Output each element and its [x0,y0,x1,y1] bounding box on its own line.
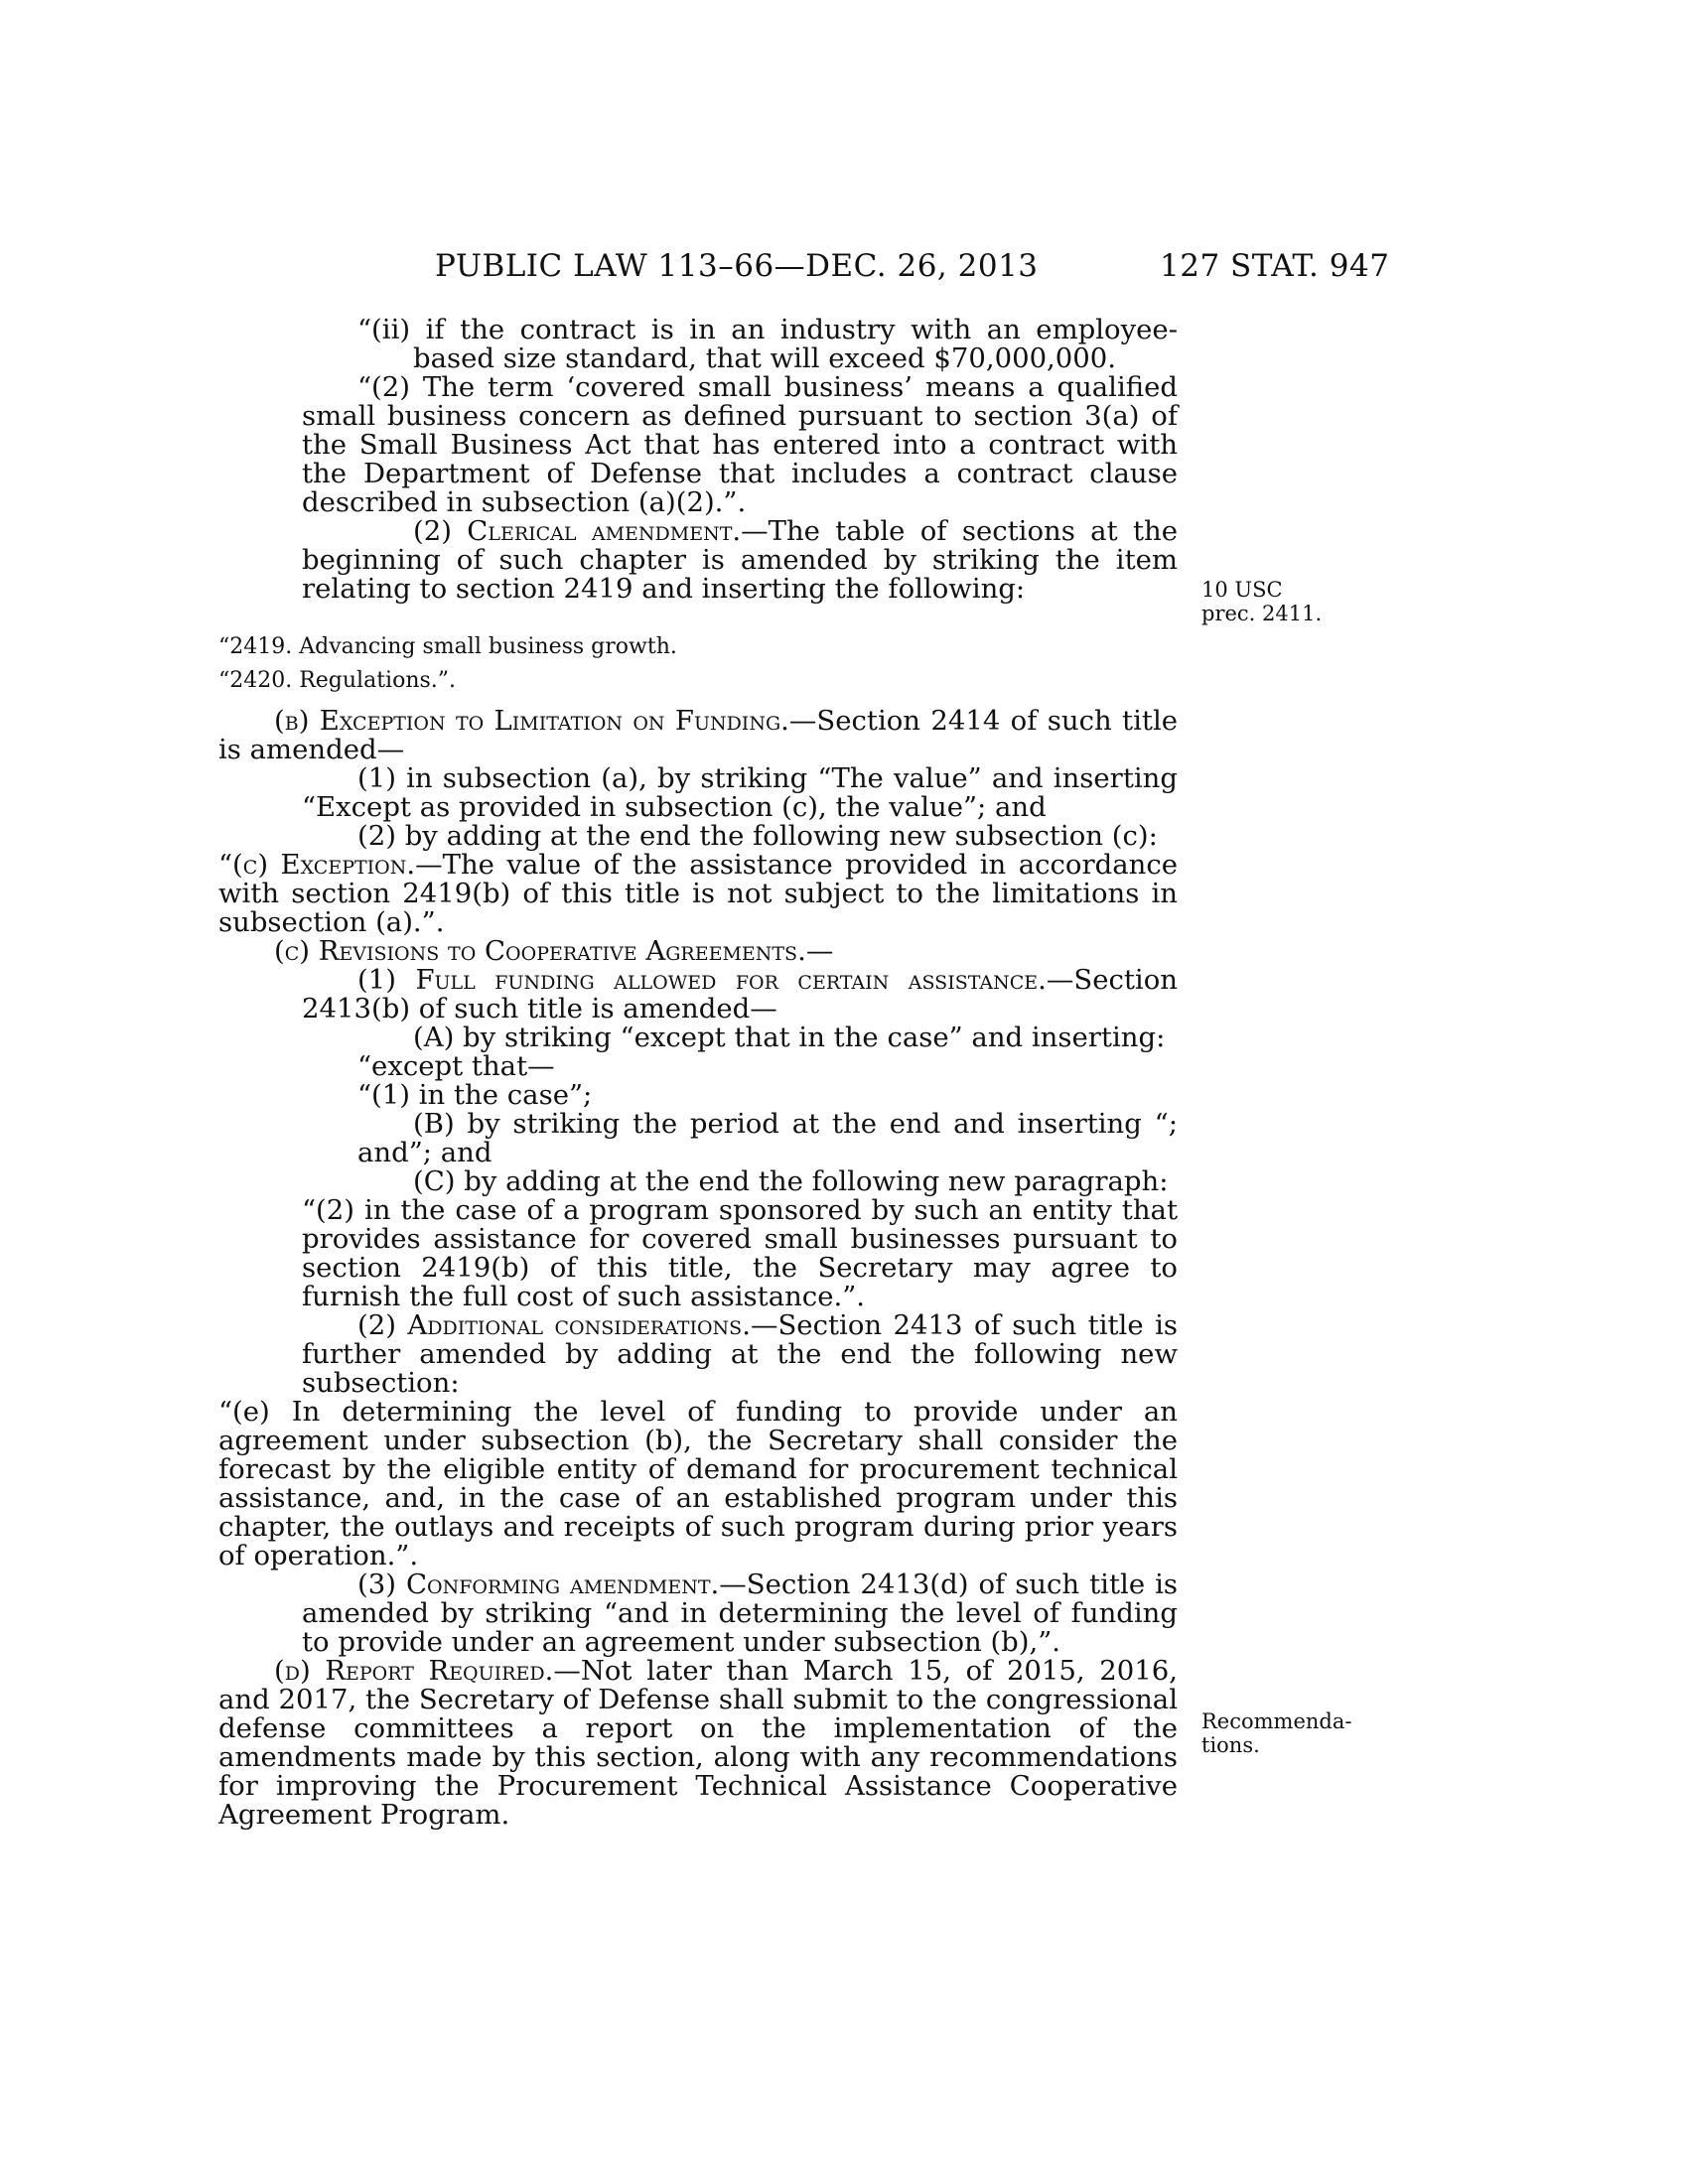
page-number: 127 STAT. 947 [1160,248,1390,284]
item-c [302,1167,1178,1196]
subsection-c-exception [218,851,1178,937]
new-subsection-e-text: “(e) In determining the level of funding to provide under an agreement under subsection (b), the Secretary shall consider the forecast by the eligible entity of demand for procurement technical assistance, and, in the case of an established program under this chapter, the outlays and receipts of such program during prior years of operation.”. [218,1396,1178,1571]
toc-item-2419: “2419. Advancing small business growth. [218,634,677,659]
conforming-amendment-text: —Section 2413(d) of such title is amended by striking “and in determining the level of funding to provide under an agreement under subsection (b),”. [302,1569,1178,1658]
exception-heading: (b) Exception to Limitation on Funding. [274,705,789,737]
conforming-amendment [302,1570,1178,1657]
item-b-text: (B) by striking the period at the end and inserting “; and”; and [357,1108,1178,1168]
margin-note-usc-line2: prec. 2411. [1201,602,1323,625]
report-required-heading: (d) Report Required. [274,1655,554,1687]
new-paragraph-2-text: “(2) in the case of a program sponsored by such an entity that provides assistance for covered small businesses pursuant to section 2419(b) of this title, the Secretary may agree to furnish the full cost of such assistance.”. [302,1194,1178,1312]
clerical-amendment-text: —The table of sections at the beginning of such chapter is amended by striking the item relating to section 2419 and inserting the following: [302,515,1179,605]
clause-ii-text: “(ii) if the contract is in an industry with an employee-based size standard, that will exceed $70,000,000. [357,314,1178,374]
revisions-cooperative-agreements [218,937,1178,966]
definition-text: “(2) The term ‘covered small business’ means a qualified small business concern as defined pursuant to section 3(a) of the Small Business Act that has entered into a contract with the Department of Defense that includes a contract clause described in subsection (a)(2).”. [302,371,1178,518]
clerical-amendment-heading: (2) Clerical amendment. [413,515,742,547]
item-b [302,1110,1178,1167]
subsection-c-text: —The value of the assistance provided in accordance with section 2419(b) of this title is not subject to the limitations in subsection (a).”. [218,849,1178,938]
full-funding-allowed [302,966,1178,1024]
subsection-c-heading: “(c) Exception. [218,849,416,881]
new-subsection-e [218,1398,1178,1570]
clause-ii [302,316,1178,373]
item-c-text: (C) by adding at the end the following new paragraph: [413,1165,1169,1197]
amend-subsection-a-text: (1) in subsection (a), by striking “The value” and inserting “Except as provided in subsection (c), the value”; and [302,762,1178,823]
conforming-amendment-heading: (3) Conforming amendment. [357,1569,720,1600]
margin-note-usc-line1: 10 USC [1201,578,1283,602]
new-paragraph-2 [302,1196,1178,1311]
additional-considerations-heading: (2) Additional considerations. [357,1309,751,1341]
item-a-text: (A) by striking “except that in the case” and inserting: [413,1022,1166,1053]
full-funding-text: —Section 2413(b) of such title is amended— [302,964,1178,1024]
margin-note-recommendations-line2: tions. [1201,1733,1260,1757]
margin-note-recommendations-line1: Recommenda- [1201,1709,1352,1733]
body-text [218,314,1179,1831]
add-subsection-c [302,822,1178,851]
exception-text: —Section 2414 of such title is amended— [218,705,1179,765]
in-the-case-text: “(1) in the case”; [357,1079,593,1111]
definition-covered-small-business [302,373,1178,517]
report-required [218,1657,1178,1830]
revisions-heading: (c) Revisions to Cooperative Agreements. [274,935,806,967]
item-a [302,1024,1178,1052]
add-subsection-c-text: (2) by adding at the end the following new subsection (c): [357,820,1158,852]
margin-note-recommendations [1201,1709,1351,1757]
except-that [302,1052,1178,1081]
except-that-text: “except that— [357,1050,555,1082]
in-the-case [302,1081,1178,1110]
toc-item-2420: “2420. Regulations.”. [218,668,457,693]
additional-considerations [302,1311,1178,1398]
amend-subsection-a [302,764,1178,822]
report-required-text: —Not later than March 15, of 2015, 2016, and 2017, the Secretary of Defense shall submit to the congressional defense committees a report on the implementation of the amendments made by this section, along with any recommendations for improving the Procurement Technical Assistance Cooperative Agreement Program. [218,1655,1179,1831]
running-header: PUBLIC LAW 113–66—DEC. 26, 2013 [435,248,1039,284]
clerical-amendment [302,517,1178,604]
margin-note-usc [1201,578,1322,625]
additional-considerations-text: —Section 2413 of such title is further amended by adding at the end the following new subsection: [302,1309,1178,1399]
full-funding-heading: (1) Full funding allowed for certain assistance. [357,964,1047,996]
revisions-dash: — [805,935,834,967]
exception-to-limitation [218,707,1178,764]
